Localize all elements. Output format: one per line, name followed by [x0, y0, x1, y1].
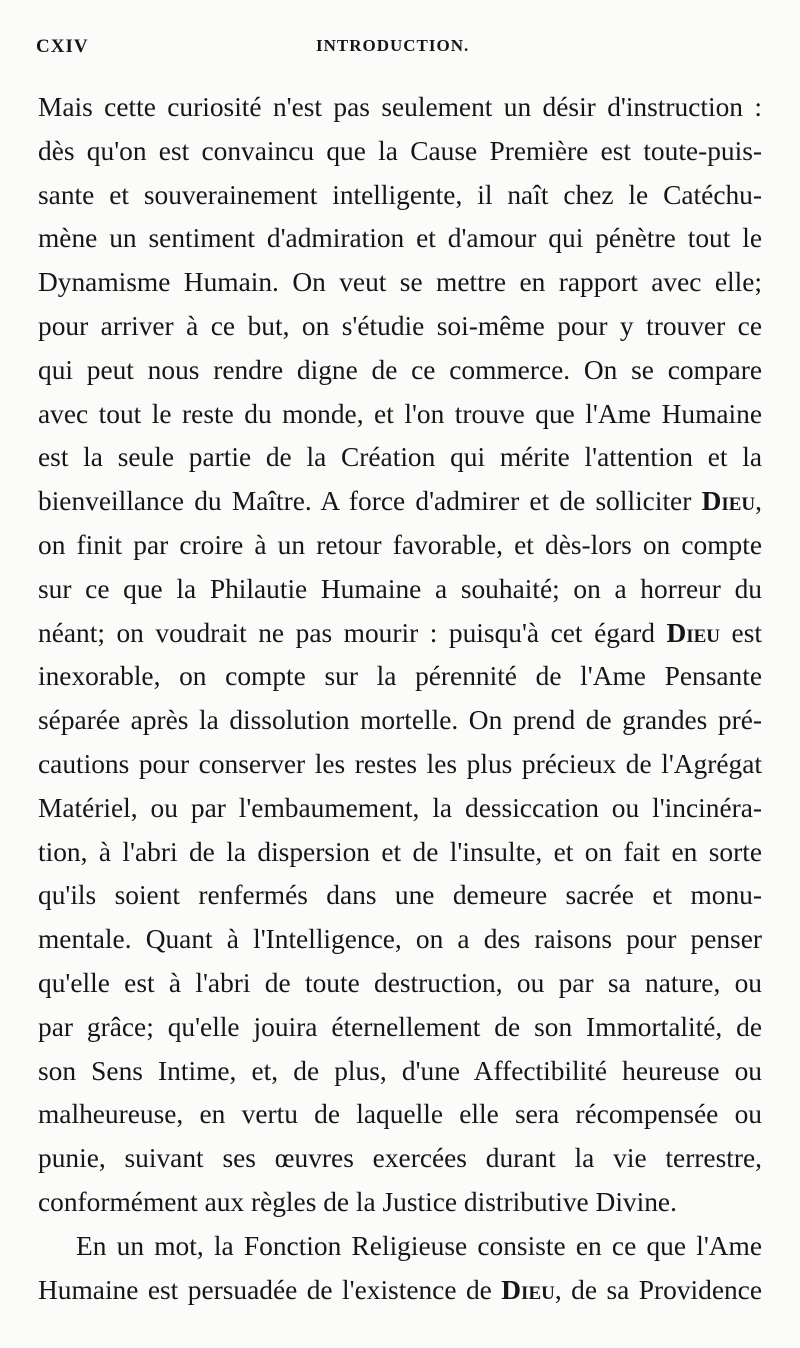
text-line: inexorable, on compte sur la pérennité de l'Ame Pensante: [38, 661, 762, 692]
text-line: avec tout le reste du monde, et l'on trouve que l'Ame Humaine: [38, 398, 762, 429]
text-line-paragraph-end: conformément aux règles de la Justice distributive Divine.: [38, 1186, 677, 1217]
text-line: Humaine est persuadée de l'existence de Dieu, de sa Providence: [38, 1274, 762, 1305]
text-line: Matériel, ou par l'embaumement, la dessiccation ou l'incinéra-: [38, 792, 762, 823]
text-line: néant; on voudrait ne pas mourir : puisqu'à cet égard Dieu est: [38, 617, 762, 648]
text-line-paragraph-start: En un mot, la Fonction Religieuse consiste en ce que l'Ame: [76, 1230, 762, 1261]
text-line: punie, suivant ses œuvres exercées durant la vie terrestre,: [38, 1143, 762, 1174]
text-line: tion, à l'abri de la dispersion et de l'insulte, et on fait en sorte: [38, 836, 762, 867]
text-line: pour arriver à ce but, on s'étudie soi-même pour y trouver ce: [38, 310, 762, 341]
text-line: dès qu'on est convaincu que la Cause Première est toute-puis-: [38, 135, 762, 166]
text-line: par grâce; qu'elle jouira éternellement de son Immortalité, de: [38, 1011, 762, 1042]
text-line: qu'ils soient renfermés dans une demeure sacrée et monu-: [38, 880, 762, 911]
text-line: mentale. Quant à l'Intelligence, on a des raisons pour penser: [38, 924, 762, 955]
text-line: malheureuse, en vertu de laquelle elle sera récompensée ou: [38, 1099, 762, 1130]
text-line: on finit par croire à un retour favorable, et dès-lors on compte: [38, 529, 762, 560]
text-line: séparée après la dissolution mortelle. On prend de grandes pré-: [38, 705, 762, 736]
text-line: mène un sentiment d'admiration et d'amour qui pénètre tout le: [38, 223, 762, 254]
text-line: bienveillance du Maître. A force d'admirer et de solliciter Dieu,: [38, 486, 762, 517]
running-title: INTRODUCTION.: [316, 36, 470, 55]
text-line: sante et souverainement intelligente, il naît chez le Catéchu-: [38, 179, 762, 210]
text-line: qu'elle est à l'abri de toute destruction, ou par sa nature, ou: [38, 967, 762, 998]
text-line: qui peut nous rendre digne de ce commerce. On se compare: [38, 354, 762, 385]
page-number: CXIV: [36, 36, 89, 57]
text-line: Mais cette curiosité n'est pas seulement un désir d'instruction :: [38, 92, 762, 122]
text-line: Dynamisme Humain. On veut se mettre en rapport avec elle;: [38, 267, 762, 298]
text-line: est la seule partie de la Création qui mérite l'attention et la: [38, 442, 762, 473]
text-line: son Sens Intime, et, de plus, d'une Affectibilité heureuse ou: [38, 1055, 762, 1086]
text-line: cautions pour conserver les restes les plus précieux de l'Agrégat: [38, 748, 762, 779]
body-text: [38, 86, 762, 1312]
running-head: [36, 36, 764, 76]
text-line: sur ce que la Philautie Humaine a souhaité; on a horreur du: [38, 573, 762, 604]
